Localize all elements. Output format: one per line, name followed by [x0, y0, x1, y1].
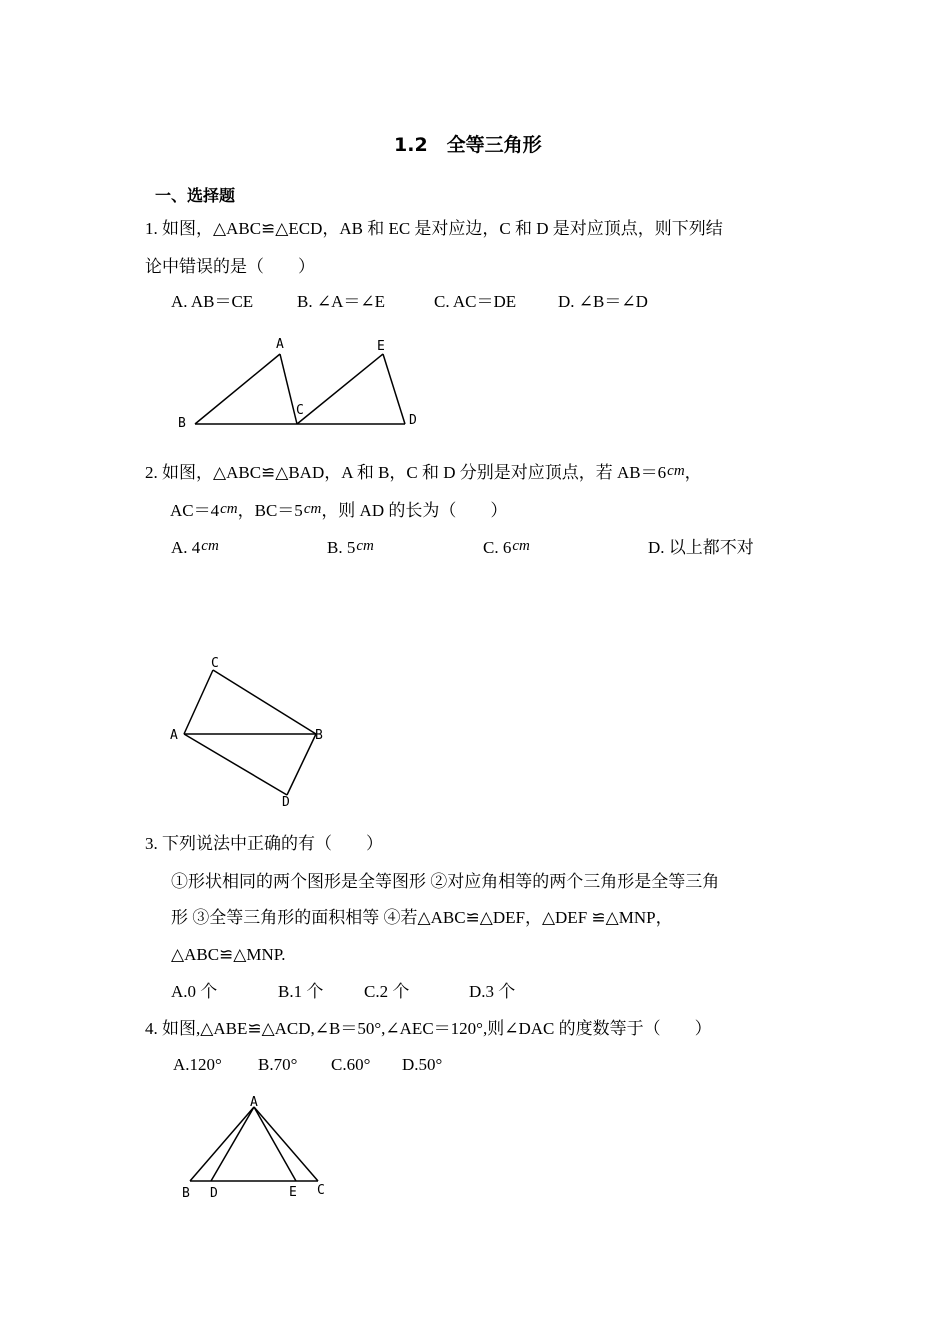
q4-seg-ac — [254, 1107, 318, 1181]
q2-option-b-text: B. 5 — [327, 538, 356, 557]
q2-label-c: C — [211, 656, 219, 671]
q2-label-b: B — [315, 728, 323, 743]
q3-option-c: C.2 个 — [364, 982, 410, 1001]
q1-option-c: C. AC＝DE — [434, 292, 517, 311]
q4-label-b: B — [182, 1186, 190, 1201]
q4-seg-ad — [211, 1107, 254, 1181]
q1-option-a: A. AB＝CE — [171, 292, 254, 311]
q2-line1-end: ， — [684, 463, 702, 482]
q4-option-d: D.50° — [402, 1055, 443, 1074]
q2-unit: cm — [201, 538, 219, 554]
q3-line4: △ABC≌△MNP. — [171, 945, 286, 964]
q3-line1: 3. 下列说法中正确的有（ ） — [145, 834, 383, 853]
q1-label-e: E — [377, 339, 385, 354]
q2-option-c-text: C. 6 — [483, 538, 512, 557]
q2-bc: ，BC＝5 — [237, 501, 303, 520]
q4-label-a: A — [250, 1095, 258, 1110]
q2-unit: cm — [667, 463, 685, 479]
q2-ac: AC＝4 — [170, 501, 220, 520]
q2-label-d: D — [282, 795, 290, 810]
q4-label-d: D — [210, 1186, 218, 1201]
q2-unit: cm — [512, 538, 530, 554]
q4-line1: 4. 如图,△ABE≌△ACD,∠B＝50°,∠AEC＝120°,则∠DAC 的度数等于（ ） — [145, 1019, 712, 1038]
q1-label-a: A — [276, 337, 284, 352]
q2-line2-end: ，则 AD 的长为（ ） — [321, 501, 508, 520]
q3-option-d: D.3 个 — [469, 982, 516, 1001]
q2-unit: cm — [303, 501, 322, 517]
q1-label-d: D — [409, 413, 417, 428]
q1-label-c: C — [296, 403, 304, 418]
q3-option-a: A.0 个 — [171, 982, 218, 1001]
q4-seg-ab — [190, 1107, 254, 1181]
q4-option-b: B.70° — [258, 1055, 298, 1074]
q4-option-c: C.60° — [331, 1055, 371, 1074]
q2-option-a-text: A. 4 — [171, 538, 201, 557]
q1-line1: 1. 如图，△ABC≌△ECD，AB 和 EC 是对应边，C 和 D 是对应顶点，则下列结 — [145, 219, 723, 238]
q1-label-b: B — [178, 416, 186, 431]
q3-line3: 形 ③全等三角形的面积相等 ④若△ABC≌△DEF，△DEF ≌△MNP， — [171, 908, 673, 927]
q3-line2: ①形状相同的两个图形是全等图形 ②对应角相等的两个三角形是全等三角 — [171, 872, 720, 891]
q3-option-b: B.1 个 — [278, 982, 324, 1001]
page-title: 1.2 全等三角形 — [394, 134, 542, 156]
q4-seg-ae — [254, 1107, 296, 1181]
q4-label-c: C — [317, 1183, 325, 1198]
section-heading: 一、选择题 — [155, 186, 236, 205]
q1-option-d: D. ∠B＝∠D — [558, 292, 648, 311]
q1-line2: 论中错误的是（ ） — [145, 257, 315, 276]
q2-unit: cm — [356, 538, 374, 554]
q2-label-a: A — [170, 728, 178, 743]
q2-line1-text: 2. 如图，△ABC≌△BAD，A 和 B，C 和 D 分别是对应顶点，若 AB＝6 — [145, 463, 667, 482]
q4-label-e: E — [289, 1185, 297, 1200]
q1-option-b: B. ∠A＝∠E — [297, 292, 385, 311]
q2-option-d: D. 以上都不对 — [648, 538, 754, 557]
q4-option-a: A.120° — [173, 1055, 222, 1074]
q2-unit: cm — [220, 501, 238, 517]
